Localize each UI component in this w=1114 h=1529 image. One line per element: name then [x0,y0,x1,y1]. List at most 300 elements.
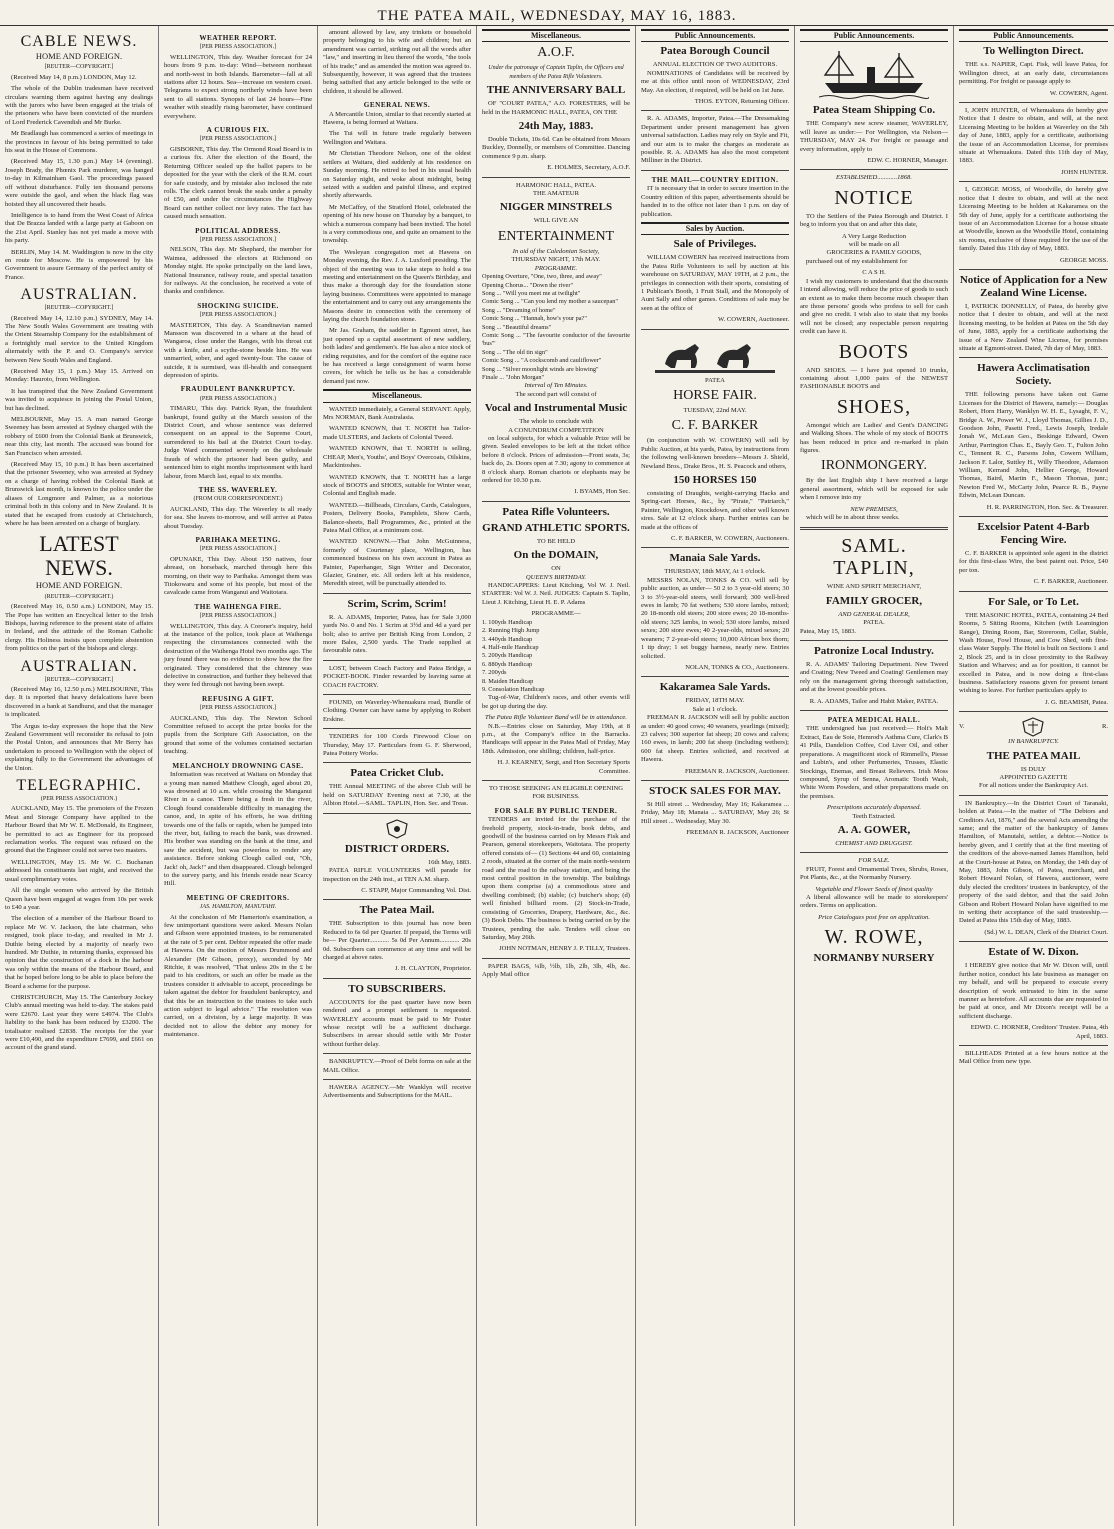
nigger-give: WILL GIVE AN [533,217,579,225]
gazette-note: For all notices under the Bankruptcy Act. [979,782,1088,790]
aof-patron: Under the patronage of Captain Taplin, the Officers and members of the Patea Rifle Volunteers. [488,65,624,80]
wanted-ad: WANTED KNOWN, that T. NORTH has a large stock of BOOTS and SHOES, suitable for Winter wear, Colonial and English made. [323,473,471,498]
wine-license-title: Notice of Application for a New Zealand Wine License. [959,273,1108,299]
bankruptcy-text: TIMARU, This day. Patrick Ryan, the fraudulent bankrupt, found guilty at the March session of the District Court, and whose sentence was deferred consequent on an appeal to the Supreme Court, surrendered to his bail at the District Court to-day. Judge Ward commented severely on the wholesale frauds of which the prisoner had been guilty, and sentenced him to eight months imprisonment with hard labour, from March last, equal to six months. [164,405,312,480]
australian2-para: (Received May 16, 12.50 p.m.) MELBOURNE, This day. It is reported that heavy defalcations have been discovered in a bank at Sandhurst, and that the manager is implicated. [5,685,153,719]
hawera-agency-ad: HAWERA AGENCY.—Mr Wanklyn will receive Advertisements and Subscriptions for the MAIL. [323,1084,471,1100]
wellington-direct-sign: W. COWERN, Agent. [1049,89,1108,97]
horse-fair-patea: PATEA [705,376,725,384]
programme-item: Comic Song ... "Can you lend my mother a saucepan" [482,298,618,306]
crest-icon [382,818,412,840]
horse-fair-text2: consisting of Draughts, weight-carrying Hacks and Spring-cart Horses, &c., by "Pirate," "Patriarch," Painter, Wellington, Knockdown, and other well known sires. Sale at 12 o'clock sharp. Further entries can be made at the offices of [641,490,789,531]
divider [482,780,630,781]
in-bankruptcy-title: IN BANKRUPTCY. [1008,738,1059,746]
tender-text: TENDERS are invited for the purchase of the freehold property, stock-in-trade, book debts, and goodwill of the business carried on by Messrs Fisk and Pearson, general storekeepers, Waitotara. The property offered consists of— (1) Sections 44 and 60, containing 2 roods, situated at the corner of the main north-western road and the road to the railway station, and being the most central position in the township. The buildings upon them comprise (a) a commodious store and dwelling combined; (b) stable; (c) butcher's shop; (d) well finished billiard room. (2) Stock-in-Trade, consisting of Groceries, Drapery, Hardware, &c., &c. (3) Book Debts. The business is being carried on by the Trustees, pending the sale. Tenders will close on Saturday, May 26th. [482,816,630,941]
sports-item: 1. 100yds Handicap [482,618,533,626]
masthead-title: THE PATEA MAIL, WEDNESDAY, MAY 16, 1883. [377,8,737,24]
column-6 [795,26,954,1526]
notice-title: NOTICE [834,186,914,209]
medical-hall-title: PATEA MEDICAL HALL. [827,716,921,725]
borough-sign: THOS. EYTON, Returning Officer. [694,98,789,106]
weather-assoc: [PER PRESS ASSOCIATION.] [199,44,277,51]
wanted-ad: WANTED KNOWN, that T. NORTH has Tailor-made ULSTERS, and Jackets of Colonial Tweed. [323,425,471,441]
nigger-programme: PROGRAMME. [534,264,578,272]
notice-text2: purchased out of my establishment for [806,257,908,265]
dixon-title: Estate of W. Dixon. [988,946,1079,959]
notice-text3: I wish my customers to understand that the discounts I intend allowing, will reduce the price of goods to such an extent as to make them become much cheaper than are those persons' goods who profess to sell for cash and give no credit. I wish also to state that my books will not be closed; any respectable person requiring credit can have it. [800,277,948,336]
divider [959,516,1108,517]
wine-license-text: I, PATRICK DONNELLY, of Patea, do hereby give notice that I desire to obtain, and will at the next licensing meeting, to be holden at Patea on the 5th day of June, 1883, apply for a certificate authorising the issue of a New Zealand Wine License, for premises situate at Egmont-street. Dated, 7th day of May, 1883. [959,302,1108,352]
general-news-para: Mr Christian Theodore Nelson, one of the oldest settlers at Waitara, died suddenly at his residence on Sunday morning. He retired to bed in his usual health on Saturday night, and woke about midnight, being seized with a sudden and painful illness, and expired shortly afterwards. [323,150,471,200]
column-3 [318,26,477,1526]
general-news-para: Mr McCaffey, of the Stratford Hotel, celebrated the opening of his new house on Thursday by a banquet, to which a numerous company had been invited. The hotel is a very commodious one, and quite an ornament to the township. [323,203,471,245]
ironmongery-text2: which will be in about three weeks. [806,514,900,521]
page-columns [0,26,1114,1526]
divider [959,269,1108,270]
lost-ad: LOST, between Coach Factory and Patea Bridge, a POCKET-BOOK. Finder rewarded by leaving same at COACH FACTORY. [323,664,471,689]
waverley-text: AUCKLAND, This day. The Waverley is all ready for sea. She leaves to-morrow, and will arrive at Patea about Tuesday. [164,505,312,530]
prescriptions-note: Prescriptions accurately dispensed. [826,804,922,812]
dixon-sign: EDWD. C. HORNER, Creditors' Trustee. Patea, 4th April, 1883. [970,1024,1108,1040]
rifle-domain: On the DOMAIN, [513,549,599,562]
divider [323,978,471,979]
sports-item: 6. 880yds Handicap [482,660,533,668]
wellington-direct-text: THE s.s. NAPIER, Capt. Fisk, will leave Patea, for Wellington direct, at an early date, circumstances permitting. For freight or passage apply to [959,61,1108,86]
paper-bags-ad: PAPER BAGS, ¼lb, ½lb, 1lb, 2lb, 3lb, 4lb, &c. Apply Mail office [482,962,630,979]
divider [323,593,471,594]
entertainment-title: ENTERTAINMENT [497,228,615,244]
public-announcements-heading: Public Announcements. [641,29,789,42]
fencing-wire-text: C. F. BARKER is appointed sole agent in the district for this first-class Wire, the best patent out. Price, £40 per ton. [959,550,1108,574]
cable-para: BERLIN, May 14. M. Waddington is now in the city en route for Moscow. He is empowered by his Government to assure Germany of the perfect amity of France. [5,248,153,281]
cable-para: (Received May 14, 8 p.m.) LONDON, May 12. [11,73,137,81]
curious-fix-text: GISBORNE, This day. The Ormond Road Board is in a curious fix. After the election of the Board, the Returning Officer sealed up the ballot papers to be deposited for the year with the clerk of the R.M. court for safe custody, and by mistake also inclosed the rate rolls. The clerk cannot break the seals under a penalty of £50, and under the circumstances the Highway Board can neither collect nor levy rates. The fact has caused much sensation. [164,145,312,221]
fire-assoc: [PER PRESS ASSOCIATION.] [199,613,277,620]
nigger-sign: I. BYAMS, Hon Sec. [574,488,630,496]
stock-sales-text: St Hill street ... Wednesday, May 16; Kakaramea ... Friday, May 18; Manaia ... SATURDAY, May 26; St Hill street ... Wednesday, May 30. [641,800,789,825]
divider [959,941,1108,942]
bankruptcy-notice-sign: (Sd.) W. L. DEAN, Clerk of the District Court. [984,928,1108,936]
taplin-grocer: FAMILY GROCER, [825,594,923,607]
manaia-text: MESSRS NOLAN, TONKS & CO. will sell by public auction, as under— 50 2 to 3 year-old steers; 30 3 to 3½-year-old steers, well forward; 300 well-bred ewes in lamb; 70 fat wethers; 530 store lambs, mixed; 20 18-month old steers; 200 store ewes; 20 18-months-old steers; 325 lambs, in wool; 530 store lambs, mixed sexes; 200 store ewes; 40 2-year-olds, mixed sexes; 20 weaners; 7 2-year-old steers; 10,000 African box thorn; 1 tip dray; 1 set buggy harness, nearly new. Entries solicited. [641,576,789,660]
programme-item: Comic Song ... "The favourite conductor of the favourite 'bus'" [482,331,630,348]
hunter-sign: JOHN HUNTER. [1061,168,1108,176]
programme-item: Opening Chorus... "Down the river" [482,281,574,289]
moss-sign: GEORGE MOSS. [1060,256,1108,264]
acclimatisation-title: Hawera Acclimatisation Society. [977,362,1090,388]
column-5 [636,26,795,1526]
crest-v: V. [959,722,965,730]
cable-para: (Received May 15, 1.30 p.m.) May 14 (evening). Joseph Brady, the Phœnix Park murderer, was hanged to-day in Kilmainham Gaol. The proceedings passed off without disturbance. Fully ten thousand persons were outside the gaol, and when the black flag was hoisted they all uncovered their heads. [5,158,153,208]
kakaramea-date: FRIDAY, 18TH MAY. [685,697,745,705]
cricket-text: THE Annual MEETING of the above Club will be held on SATURDAY Evening next at 7.30, at the Albion Hotel.—SAML. TAPLIN, Hon. Sec. and Treas. [323,783,471,808]
telegraphic-para: WELLINGTON, May 15. Mr W. C. Buchanan addressed his constituents last night, and received the usual complimentary votes. [5,858,153,883]
latest-news-para: (Received May 16, 0.50 a.m.) LONDON, May 15. The Pope has written an Encyclical letter to the Irish Bishops, having reference to the present state of affairs in Ireland, and the attitude of the Roman Catholic clergy. His Holiness insists upon complete abstention from politics on the part of the bishops and clergy. [5,603,153,653]
australian2-title: AUSTRALIAN. [20,657,138,675]
cable-para: Mr Bradlaugh has commenced a series of meetings in the provinces in favour of his being permitted to take his seat in the House of Commons. [5,130,153,155]
horse-count: 150 HORSES 150 [673,474,757,486]
divider [323,1079,471,1080]
programme-item: Song ... "The old tin sign" [482,348,548,356]
patronize-title: Patronize Local Industry. [814,645,934,658]
australian-reuter: [REUTER—COPYRIGHT.] [44,305,114,312]
australian2-reuter: [REUTER—COPYRIGHT.] [44,676,114,683]
divider [482,958,630,959]
divider [641,110,789,111]
australian-para: (Received May 15, 1 p.m.) May 15. Arrived on Monday: Hauroto, from Wellington. [5,368,153,384]
patea-mail-text: THE Subscription to this journal has now been Reduced to 6s 6d per Quarter. If prepaid, the Terms will be— Per Quarter............ 5s 0d Per Annum............ 20s 0d. Subscribers can commence at any time and will be charged at above rates. [323,920,471,961]
wanted-ad: WANTED immediately, a General SERVANT. Apply, Mrs NORMAN, Bank Australasia. [323,405,471,422]
patronize-sign: R. A. ADAMS, Tailor and Habit Maker, PATEA. [809,697,939,705]
aof-text2: Double Tickets, 10s 6d. Can be obtained from Messrs Buckley, Donnelly, or members of Committee. Dancing commence 9 p.m. sharp. [482,136,630,160]
sports-item: 5. 200yds Handicap [482,652,533,660]
fencing-wire-title: Excelsior Patent 4-Barb Fencing Wire. [977,521,1090,547]
telegraphic-para: CHRISTCHURCH, May 15. The Canterbury Jockey Club's annual meeting was held to-day. The stakes paid were £2670. Last year they were £4974. The Club's liability to the bank has been reduced by £3200. The totalisator realised £2838. The receipts for the year were £10,490, and the expenditure £7699, and £661 on account of the grand stand. [5,993,153,1052]
conclude-note: The whole to conclude with [519,418,593,426]
divider [323,1053,471,1054]
aof-text: OF "COURT PATEA," A.O. FORESTERS, will be held in the HARMONIC HALL, PATEA, ON THE [482,100,630,116]
wanted-ad: WANTED KNOWN.—That John McGuinness, formerly of Courtenay place, Wellington, has commenced business on his own account in Patea as Painter, Paperhanger, Sign Writer and Decorator, Glazier, Grainer, etc. All orders left at his residence, Meredith street, will be punctually attended to. [323,538,471,588]
rowe-title: W. ROWE, [824,926,924,949]
telegraphic-para: AUCKLAND, May 15. The promoters of the Frozen Meat and Storage Company have applied to the Harbour Board that Mr W. E. McDonald, its Engineer, be permitted to act as Engineer for its proposed reclamation works. The request was refused on the ground that the Engineer could not serve two masters. [5,805,153,855]
divider [959,1045,1108,1046]
nigger-text: on local subjects, for which a valuable Prize will be given. Sealed envelopes to be left at the ticket office before 8 o'clock. Prices of admission—Front seats, 3s; back do, 2s. Doors open at 7.30; agony to commence at 8 o'clock sharp. Roman chariots or elephants may be ordered for 10.30 p.m. [482,435,630,485]
wellington-direct-title: To Wellington Direct. [983,45,1084,58]
divider [323,762,471,763]
horse-fair-title: HORSE FAIR. [673,387,757,403]
stock-sales-title: STOCK SALES FOR MAY. [649,784,781,797]
established-line: ESTABLISHED............1868. [836,174,912,182]
latest-news-reuter: (REUTER—COPYRIGHT.) [44,593,114,600]
borough-title: Patea Borough Council [660,45,770,58]
steamship-illustration-icon [819,45,929,101]
boots-title: BOOTS [838,340,910,363]
parihaka-title: PARIHAKA MEETING. [195,535,281,544]
kakaramea-title: Kakaramea Sale Yards. [659,681,771,694]
australian-para: MELBOURNE, May 15. A man named George Sweeney has been arrested at Sydney charged with the robbery of £600 from the Colonial Bank at Brunswick, near this city, last month. The accused was bound for San Francisco when arrested. [5,416,153,457]
general-news-para: The Tui will in future trade regularly between Wellington and Waitara. [323,130,471,146]
public-announcements-heading: Public Announcements. [800,29,948,42]
divider [323,660,471,661]
horse-fair-text: (in conjunction with W. COWERN) will sell by Public Auction, at his yards, Patea, by instructions from the following well-known breeders—Messrs J. Shield, Newland Bros., Drake Bros., H. S. Peacock and others, [641,437,789,470]
bankruptcy-assoc: (PER PRESS ASSOCIATION.) [199,395,277,402]
second-part: The second part will consist of [515,390,597,398]
shoes-title: SHOES, [836,395,912,418]
general-news-para: A Mercantile Union, similar to that recently started at Hawera, is being formed at Waitara. [323,110,471,127]
creditors-sub: JAS. HAMILTON, MANUTAHI. [199,904,277,911]
cable-para: Intelligence is to hand from the West Coast of Africa that De Brazza landed with a large party at Gaboon on the 21st April. Stanley has not yet made a move with his party. [5,211,153,245]
divider [800,169,948,170]
notice-reduction: A Very Large Reduction [841,232,907,240]
rifle-nb: N.B.—Entries close on Saturday, May 19th, at 8 p.m., at the Company's office in the Barracks. Handicaps will appear in the Patea Mail of Friday, May 18th. Admission, one shilling; children, half-price. [482,722,630,755]
tender-head: TO THOSE SEEKING AN ELIGIBLE OPENING FOR BUSINESS. [488,785,623,801]
divider [959,102,1108,103]
general-news-para: The Wesleyan congregation met at Hawera on Monday evening, the Rev. J. A. Luxford presiding. The object of the meeting was to take steps to hold a tea meeting and entertainment on the Queen's Birthday, and thus make a thorough day for the foundation stone laying business. Committees were appointed to manage the entertainment and to carry out any arrangements the Masons desire in connection with the ceremony of laying the church foundation stone. [323,248,471,323]
manaia-date: THURSDAY, 18th MAY, At 1 o'clock. [664,568,766,576]
telegraphic-para: All the single women who arrived by the British Queen have been engaged at wages from 10s per week to £40 a year. [5,887,153,911]
australian-para: (Received May 14, 12.10 p.m.) SYDNEY, May 14. The New South Wales Government are treating with the Orient Steamship Company for the establishment of a fortnightly mail service to the United Kingdom alternately with the P. and O. Company's service between New South Wales and England. [5,314,153,364]
country-edition-text: IT is necessary that in order to secure insertion in the Country edition of this paper, advertisements should be handed in to the office not later than 1 p.m. on day of publication. [641,185,789,218]
manaia-title: Manaia Sale Yards. [669,552,761,565]
boots-text2: Amongst which are Ladies' and Gent's DANCING and Walking Shoes. The whole of my stock of BOOTS has been reduced in price and re-marked in plain figures. [800,421,948,454]
divider [641,780,789,781]
steam-shipping-text: THE Company's new screw steamer, WAVERLEY, will leave as under:— For Wellington, via Nelson— THURSDAY, MAY 24. For freight or passage and every information, apply to [800,120,948,153]
nigger-hall: HARMONIC HALL, PATEA. [516,181,596,189]
nigger-aid: In aid of the Caledonian Society, [512,247,600,255]
borough-text: NOMINATIONS of Candidates will be received by me at this office until noon of WEDNESDAY, 23rd May. An election, if required, will be held on 1st June. [641,69,789,94]
fencing-wire-sign: C. F. BARKER, Auctioneer. [1033,578,1108,586]
divider [641,547,789,548]
programme-item: Song ... "Dreaming of home" [482,306,556,314]
political-assoc: [PER PRESS ASSOCIATION.] [199,236,277,243]
hunter-text: I, JOHN HUNTER, of Whenuakura do hereby give Notice that I desire to obtain, and will, at the next Licensing Meeting to be holden at Waverley on the 5th day of June, 1883, apply for a certificate, authorising the issue of an Accommodation License, for premises situate at Whenuakura. Dated this 11th day of May, 1883. [959,107,1108,165]
district-orders-date: 16th May, 1883. [427,858,471,866]
bankruptcy-notice-text: IN Bankruptcy.—In the District Court of Taranaki, holden at Patea.—In the matter of "The Debtors and Creditors Act, 1876," and the several Acts amending the same; and the matter of the bankruptcy of James Hamilton, of Manutahi, settler, a debtor.—Notice is hereby given, and I certify that at the first meeting of the creditors of the above-named James Hamilton, held at the Court-house at Patea, on Monday, the 14th day of May, 1883, John Gibson, of Patea, merchant, and Robert Howard Nolan, of Hawera, auctioneer, were duly elected the creditors' trustees in bankruptcy, of the property of the said debtor, and that the said John Gibson and Robert Howard Nolan have signified to me in writing their acceptance of the said trusteeship.—Dated at Patea this 15th day of May, 1883. [959,799,1108,925]
scrim-text: R. A. ADAMS, Importer, Patea, has for Sale 3,000 yards No. 0 and No. 1 Scrim at 3½d and 4d a yard per bolt; also to arrive per British King from London, 2 more Bales, 2,500 yards. The Trade supplied at favourable rates. [323,613,471,655]
rifle-tug: Tug-of-War, Children's races, and other events will be got up during the day. [482,694,630,710]
divider [959,357,1108,358]
miscellaneous-heading: Miscellaneous. [482,29,630,42]
sports-item: 9. Consolation Handicap [482,685,545,693]
masthead [0,0,1114,26]
column-4 [477,26,636,1526]
athletic-sports-title: GRAND ATHLETIC SPORTS. [482,521,630,534]
notice-groceries: GROCERIES & FAMILY GOODS, [826,249,922,257]
programme-item: Finale ... "John Morgan" [482,373,545,381]
tenders-ad: TENDERS for 100 Cords Firewood Close on Thursday, May 17. Particulars from G. F. Sherwood, Patea Pottery Works. [323,733,471,758]
patea-mail-sign: J. H. CLAYTON, Proprietor. [394,965,471,973]
nursery-title: NORMANBY NURSERY [813,952,935,965]
divider [800,710,948,711]
programme-item: Opening Overture, "One, two, three, and away" [482,273,602,281]
manaia-sign: NOLAN, TONKS & CO., Auctioneers. [685,663,789,671]
new-premises: NEW PREMISES, [850,505,898,513]
gazette-line: APPOINTED GAZETTE [999,773,1068,781]
privileges-title: Sale of Privileges. [673,238,757,251]
patronize-text: R. A. ADAMS' Tailoring Department. New Tweed and Coating; New Tweed and Coating! Gentlemen may rely on the management giving thorough satisfaction, and at the lowest possible prices. [800,661,948,694]
horse-fair-sign: C. F. BARKER, W. COWERN, Auctioneers. [671,535,789,543]
telegraphic-para: The election of a member of the Harbour Board to replace Mr W. V. Jackson, the late chairman, who resigned, took place to-day, and resulted in Mr J. Duthie being elected by a majority of nearly two hundred. Mr Duthie, in returning thanks, expressed his opinion that the construction of a dock in the harbour was only within the means of the Harbour Board, and that he hoped before long to be able to place before the Board a scheme for the purpose. [5,915,153,990]
creditors-title: MEETING OF CREDITORS. [186,893,290,902]
political-title: POLITICAL ADDRESS. [195,226,281,235]
interval-note: Interval of Ten Minutes. [524,382,588,390]
anniversary-ball-title: THE ANNIVERSARY BALL [486,84,626,97]
rifle-birthday: QUEEN'S BIRTHDAY. [525,573,587,581]
patea-mail-name: THE PATEA MAIL [986,749,1081,762]
cable-reuter: [REUTER—COPYRIGHT.] [44,64,114,71]
divider [800,852,948,853]
suicide-title: SHOCKING SUICIDE. [197,301,279,310]
acclimatisation-sign: H. R. PARRINGTON, Hon. Sec. & Treasurer. [986,503,1108,511]
scrim-title: Scrim, Scrim, Scrim! [347,597,447,610]
parihaka-text: OPUNAKE, This Day. About 150 natives, four abreast, on horseback, marched through here this morning, on their way to Parihaka. Amongst them was Titokowaru and some of his people, but most of the cavalcade came from Wanganui and Waitotara. [164,555,312,597]
public-announcements-heading: Public Announcements. [959,29,1108,42]
rifle-title: Patea Rifle Volunteers. [502,505,610,518]
continued-text: amount allowed by law, any trinkets or household property belonging to his wife and children; but an amendment was carried, striking out all the words after "law," and inserting in lieu thereof the words, "the tools of his trade;" and as amended the motion was agreed to. Subsequently, however, it was agreed that the trustees being satisfied that any article belonged to the wife or children, it should be allowed. [323,29,471,95]
teeth-note: Teeth Extracted. [852,812,896,820]
taplin-place: PATEA. [863,619,885,627]
weather-text: WELLINGTON, This day. Weather forecast for 24 hours from 9 p.m. to-day: Wind—between northeast and north-west in both Islands. Barometer—fall at all stations after 12 hours. Sea—increase on western coast. Telegrams to expect strong northerly winds have been sent to all stations. Synopsis of last 24 hours—Fine weather with steadily rising barometer, have continued everywhere. [164,53,312,120]
latest-news-title: LATEST NEWS. [39,531,119,581]
country-edition-title: THE MAIL—COUNTRY EDITION. [651,175,779,184]
rifle-held: TO BE HELD [537,537,575,545]
programme-item: Comic Song ... "A cockscomb and cauliflower" [482,357,602,365]
gift-title: REFUSING A GIFT. [202,694,274,703]
to-let-title: For Sale, or To Let. [988,595,1079,608]
district-orders-title: DISTRICT ORDERS. [344,842,450,855]
vocal-title: Vocal and Instrumental Music [484,402,628,415]
nigger-the: THE AMATEUR [533,190,579,198]
patea-mail-title: The Patea Mail. [359,904,435,917]
sports-item: 7. 200yds [482,669,507,677]
royal-crest-row [959,716,1108,738]
divider [482,177,630,178]
tender-title: FOR SALE BY PUBLIC TENDER. [494,806,618,815]
divider [482,501,630,502]
ironmongery-title: IRONMONGERY. [821,458,927,474]
bankruptcy-title: FRAUDULENT BANKRUPTCY. [180,385,296,394]
taplin-wine: WINE AND SPIRIT MERCHANT, [826,583,922,591]
adams-dressmaking-ad: R. A. ADAMS, Importer, Patea.—The Dressmaking Department under present management has given universal satisfaction. Ladies may rely on Style and Fit, and our aim is to make the charges as moderate as possible. R. A. ADAMS has also the most competent Milliner in the District. [641,115,789,165]
parihaka-assoc: [PER PRESS ASSOCIATION.] [199,546,277,553]
steam-shipping-sign: EDW. C. HORNER, Manager. [867,157,948,165]
rifle-band: The Patea Rifle Volunteer Band will be in attendance. [485,714,627,722]
barker-name: C. F. BARKER [671,418,759,434]
kakaramea-time: Sale at 1 o'clock. [692,705,738,713]
waverley-assoc: (FROM OUR CORRESPONDENT.) [193,496,283,503]
telegraphic-assoc: (PER PRESS ASSOCIATION.) [40,796,118,803]
divider [323,813,471,814]
australian-para: It has transpired that the New Zealand Government was invited to acquiesce in joining the Postal Union, but has declined. [5,387,153,412]
notice-cash: C A S H. [862,269,886,277]
wanted-ad: WANTED KNOWN, that T. NORTH is selling, CHEAP, Men's, Youths', and Boys' Overcoats, Oilskins, Mackintoshes. [323,445,471,470]
column-1 [0,26,159,1526]
conundrum-title: A CONUNDRUM COMPETITION [508,426,604,434]
column-2 [159,26,318,1526]
weather-title: WEATHER REPORT. [199,34,277,42]
seeds-line: Vegetable and Flower Seeds of finest quality [815,885,933,893]
fire-text: WELLINGTON, This day. A Coroner's inquiry, held at the instance of the police, took place at Waihenga respecting the circumstances connected with the destruction of the Waihenga Hotel two months ago. The jury found there was no evidence to show how the fire originated. They considered that the chimney was defective in construction, and further they believed that they were fed through not having been swept. [164,622,312,689]
latest-news-subtitle: HOME AND FOREIGN. [35,580,123,591]
steam-shipping-title: Patea Steam Shipping Co. [812,104,936,117]
australian-para: (Received May 15, 10 p.m.) It has been ascertained that the prisoner Sweeney, who was arrested at Sydney on a charge of having robbed the Colonial Bank at Brunswick last month, is known to the police under the aliases of Longmore and Palmer, as a notorious criminal both in this colony and in New Zealand. It is stated that he escaped from custody at Christchurch, where he has been arrested on a charge of burglary. [5,461,153,527]
wanted-ad: WANTED.—Billheads, Circulars, Cards, Catalogues, Posters, Delivery Books, Pamphlets, Show Cards, Balance-sheets, Ball Programmes, &c., printed at the Patea Mail Office, at a minimum cost. [323,501,471,534]
subscribers-text: ACCOUNTS for the past quarter have now been rendered and a prompt settlement is requested. WAVERLEY accounts must be paid to Mr Foster whose receipt will be a sufficient discharge. Subscribers in arrear should settle with Mr Foster without further delay. [323,998,471,1048]
chemist-line: CHEMIST AND DRUGGIST. [835,839,913,847]
medical-hall-text: THE undersigned has just received:— Holt's Malt Extract, Eau de Soie, Hemrod's Asthma Cure, Clark's B 41 Pills, Dandelion Coffee, Cod Liver Oil, and other preparations. A magnificent stock of Rimmell's, Piesse and Lubin's, and other Perfumeries, Trusses, Elastic Stockings, Enemas, and Breast Relievers. Irish Moss compound, Syrup of Senna, Aromatic Tooth Wash, White Worm Powders, and other preparations made on the premises. [800,725,948,800]
rifle-officials: HANDICAPPERS: Lieut Kitching, Vol W. J. Neil. STARTER: Vol W. J. Neil. JUDGES: Captain S. Taplin, Lieut J. Kitching, Lieut H. E. P. Adams [482,582,630,606]
curious-fix-assoc: [PER PRESS ASSOCIATION.] [199,136,277,143]
minstrels-title: NIGGER MINSTRELS [499,201,613,214]
waverley-title: THE SS. WAVERLEY. [198,485,278,494]
programme-item: Song ... "Beautiful dreams" [482,323,552,331]
dixon-text: I HEREBY give notice that Mr W. Dixon will, until further notice, conduct his late business as manager on my behalf, and will be prepared to execute every description of work entrusted to him in the same manner as heretofore. All accounts due are requested to be paid at once, and Mr Dixon's receipt will be a sufficient discharge. [959,962,1108,1020]
notice-text: TO the Settlers of the Patea Borough and District. I beg to inform you that on and after this date, [800,212,948,229]
taplin-title: SAML. TAPLIN, [833,535,915,580]
australian-title: AUSTRALIAN. [20,286,138,304]
sports-item: 8. Maiden Handicap [482,677,534,685]
boots-text: AND SHOES. — I have just opened 10 trunks, containing about 1,000 pairs of the NEWEST FASHIONABLE BOOTS and [800,366,948,391]
stock-sales-sign: FREEMAN R. JACKSON, Auctioneer [686,829,789,837]
rifle-on: ON [551,565,561,573]
cable-para: The whole of the Dublin tradesman have received circulars warning them against having any dealings with the jurors who have been engaged at the trials of the prisoners who have been convicted of the murders of Lord Frederick Cavendish and Mr Burke. [5,85,153,126]
for-sale-title: FOR SALE. [858,857,890,865]
miscellaneous-heading: Miscellaneous. [323,389,471,402]
found-ad: FOUND, on Waverley-Whenuakura road, Bundle of Clothing. Owner can have same by applying to Robert Erskine. [323,699,471,723]
programme-item: Song ... "Silver moonlight winds are blowing" [482,365,599,373]
for-sale-text2: A liberal allowance will be made to storekeepers' orders. Terms on application. [800,893,948,910]
billheads-ad: BILLHEADS Printed at a few hours notice at the Mail Office from new type. [959,1049,1108,1066]
australian2-para: The Argus to-day expresses the hope that the New Zealand Government will reconsider its refusal to join the Postal Union, and announces that Mr Berry has undertaken to proceed to Wellington with the object of explaining fully to the Government the advantages of the Union. [5,722,153,772]
gift-assoc: [PER PRESS ASSOCIATION.] [199,705,277,712]
to-let-text: THE MASONIC HOTEL, PATEA, containing 24 Bed Rooms, 5 Sitting Rooms, Kitchen (with Leamington Range), Dining Room, Bar, Storeroom, Cellar, Stable, Wash House, Fowl House, and Cow Shed, with first-class Water Supply. The Hotel is built on Sections 1 and 2, Block 25, and is in close proximity to the Railway Station and Wharves; and as for position, it cannot be excelled in Patea, and is now doing a first-class business. Satisfactory reasons given for present tenant wishing to leave. For further particulars apply to [959,611,1108,695]
nigger-date: THURSDAY NIGHT, 17th MAY. [511,256,601,264]
borough-sub: ANNUAL ELECTION OF TWO AUDITORS. [652,61,778,69]
divider [641,676,789,677]
kakaramea-text: FREEMAN R. JACKSON will sell by public auction as under: 40 good cows; 40 weaners, yearlings (mixed); 23 calves; 300 superior fat sheep; 20 cows and calves; 160 ewes, in lamb; 200 fat sheep (including wethers); 600 fat sheep. Entries solicited, and received at Hawera. [641,714,789,764]
aof-sign: E. HOLMES, Secretary, A.O.F. [547,164,630,172]
aof-title: A.O.F. [537,45,575,61]
divider [323,694,471,695]
sports-item: 4. Half-mile Handicap [482,643,539,651]
notice-will: will be made on all [848,241,900,249]
creditors-text: At the conclusion of Mr Hamerton's examination, a few unimportant questions were asked. Messrs Nolan and Gibson were appointed trustees, to be remunerated at the rate of 5 per cent. Debtor repeated the offer made at Hawera. On the motion of Messrs Drummond and Alexander (Mr Gibson, proxy), seconded by Mr Ritchie, it was resolved, "That unless 20s in the £ be paid to his creditors, or such an offer be made as the trustees consider it advisable to accept, proceedings be taken against the debtor for fraudulent bankruptcy, and that this be an instruction to the trustees to take such action subject to legal advice." The resolution was carried, on a division, by a large majority. It was decided not to allow the debtor any money for maintenance. [164,913,312,1039]
gift-text: AUCKLAND, This day. The Newton School Committee refused to accept the prize books for the pupils from the Scripture Gift Association, on the ground that some of the volumes contained sectarian teaching. [164,714,312,756]
crest-r: R. [1101,722,1108,730]
political-text: NELSON, This day. Mr Shephard, the member for Waimea, addressed the electors at Richmond on Monday night. He spoke principally on the land laws, National Insurance, railway route, and special taxation for railways. At the conclusion, he received a vote of thanks and confidence. [164,246,312,296]
for-sale-text: FRUIT, Forest and Ornamental Trees, Shrubs, Roses, Pot Plants, &c., at the Normanby Nursery. [800,865,948,882]
duly-line: IS DULY [1020,765,1047,773]
to-let-sign: J. G. BEAMISH, Patea. [1045,698,1108,706]
aof-date: 24th May, 1883. [518,120,594,133]
sales-by-auction-heading: Sales by Auction. [641,222,789,235]
drowning-title: MELANCHOLY DROWNING CASE. [172,761,304,770]
bankruptcy-ad: BANKRUPTCY.—Proof of Debt forms on sale at the MAIL Office. [323,1058,471,1074]
divider [959,591,1108,592]
suicide-assoc: [PER PRESS ASSOCIATION.] [199,312,277,319]
privileges-sign: W. COWERN, Auctioneer. [718,316,789,324]
privileges-text: WILLIAM COWERN has received instructions from the Patea Rifle Volunteers to sell by auction at his warehouse on SATURDAY, MAY 19TH, at 2 p.m., the privileges in connection with their sports, consisting of 1 Publican's Booth, 1 Fruit Stall, and the Monopoly of Aunt Sally and other games. Conditions of sale may be seen at the office of [641,254,789,312]
horses-illustration-icon [655,334,775,374]
sports-item: 3. 440yds Handicap [482,635,533,643]
divider [323,899,471,900]
fire-title: THE WAIHENGA FIRE. [194,602,282,611]
cricket-title: Patea Cricket Club. [350,767,444,780]
divider [641,170,789,171]
programme-item: Comic Song ... "Hannah, how's your pa?" [482,315,587,323]
acclimatisation-text: THE following persons have taken out Game Licenses for the District of Hawera, namely:— Douglas Robert, Horn Harry, Wanklyn W. H. E., Lysaght, F. V., Bridge A. W., Power W. J., Lloyd Thomas, Gillies J. D., Goodson John, Pasetti Fred., Lewis Joseph, Iredale Jonah W., McLean Geo., Beskinge Edward, Owen Arthur, Parrington Chas. E., Bayly Geo. T., Fulton John C., Tennent R. C., Parsons John, Cowern William, Jackson F. Lalor, Suttley H., Willy Theodore, Adamson William, Kerrand John, Hellier George, Howard Thomas, Baird, Martin F., Mason Thomas, junr.; Newton Fred W., McCarty John, Pearce R. B., Payne Edwin, McLean Duncan. [959,391,1108,500]
rifle-sign: H. J. KEARNEY, Sergt, and Hon Secretary Sports Committee. [497,759,630,775]
horse-fair-date: TUESDAY, 22nd MAY. [683,406,747,414]
catalogue-line: Price Catalogues post free on application. [818,913,930,921]
subscribers-title: TO SUBSCRIBERS. [348,982,446,995]
taplin-dealer: AND GENERAL DEALER, [838,610,910,618]
moss-text: I, GEORGE MOSS, of Woodville, do hereby give notice that I desire to obtain, and will at the next Licensing Meeting to be holden at Kakaramea on the 5th day of June, apply for a certificate authorising the issue of an Accommodation License for a house situate at Woodville, known as the Woodville Hotel, containing six rooms, exclusive of those required for the use of the family. Dated this 11th day of May, 1883. [959,186,1108,253]
district-orders-sign: C. STAPP, Major Commanding Vol. Dist. [361,886,471,894]
drowning-text: Information was received at Waitara on Monday that a young man named Matthew Clough, aged about 20, was drowned at 10 a.m. while crossing the Manganui River in a canoe. There being a fresh in the river, Clough found considerable difficulty in managing the canoe, and, in spite of his efforts, he was drifting towards one of the falls or rapids, when he jumped into the river, but, failing to reach the bank, was drowned. His brother was standing on the bank at the time, and saw the accident, but was powerless to render any assistance. Before sinking Clough called out, "Oh, Jack! oh, Jack!" and then disappeared. Clough belonged to the survey party, and his friends reside near Scarcy Hill. [164,771,312,888]
cable-subtitle: HOME AND FOREIGN. [35,51,123,61]
tender-sign: JOHN NOTMAN, HENRY J. P. TILLY, Trustees. [499,945,630,953]
curious-fix-title: A CURIOUS FIX. [206,126,270,135]
general-news-title: GENERAL NEWS. [363,101,431,110]
ironmongery-text: By the last English ship I have received a large general assortment, which will be exposed for sale when I remove into my [800,477,948,502]
divider [959,795,1108,796]
kakaramea-sign: FREEMAN R. JACKSON, Auctioneer. [684,767,789,775]
divider [800,527,948,530]
royal-arms-icon [1019,716,1047,738]
programme-item: Song ... "Will you meet me at twilight" [482,289,581,297]
general-news-para: Mr Jas. Graham, the saddler in Egmont street, has just opened up a capital assortment of new saddlery, both ladies' and gentlemen's. He has also a nice stock of riding requisites, and for the comfort of the equine race he has received a large consignment of warm horse covers, for which he tells us he has a considerable demand just now. [323,327,471,385]
